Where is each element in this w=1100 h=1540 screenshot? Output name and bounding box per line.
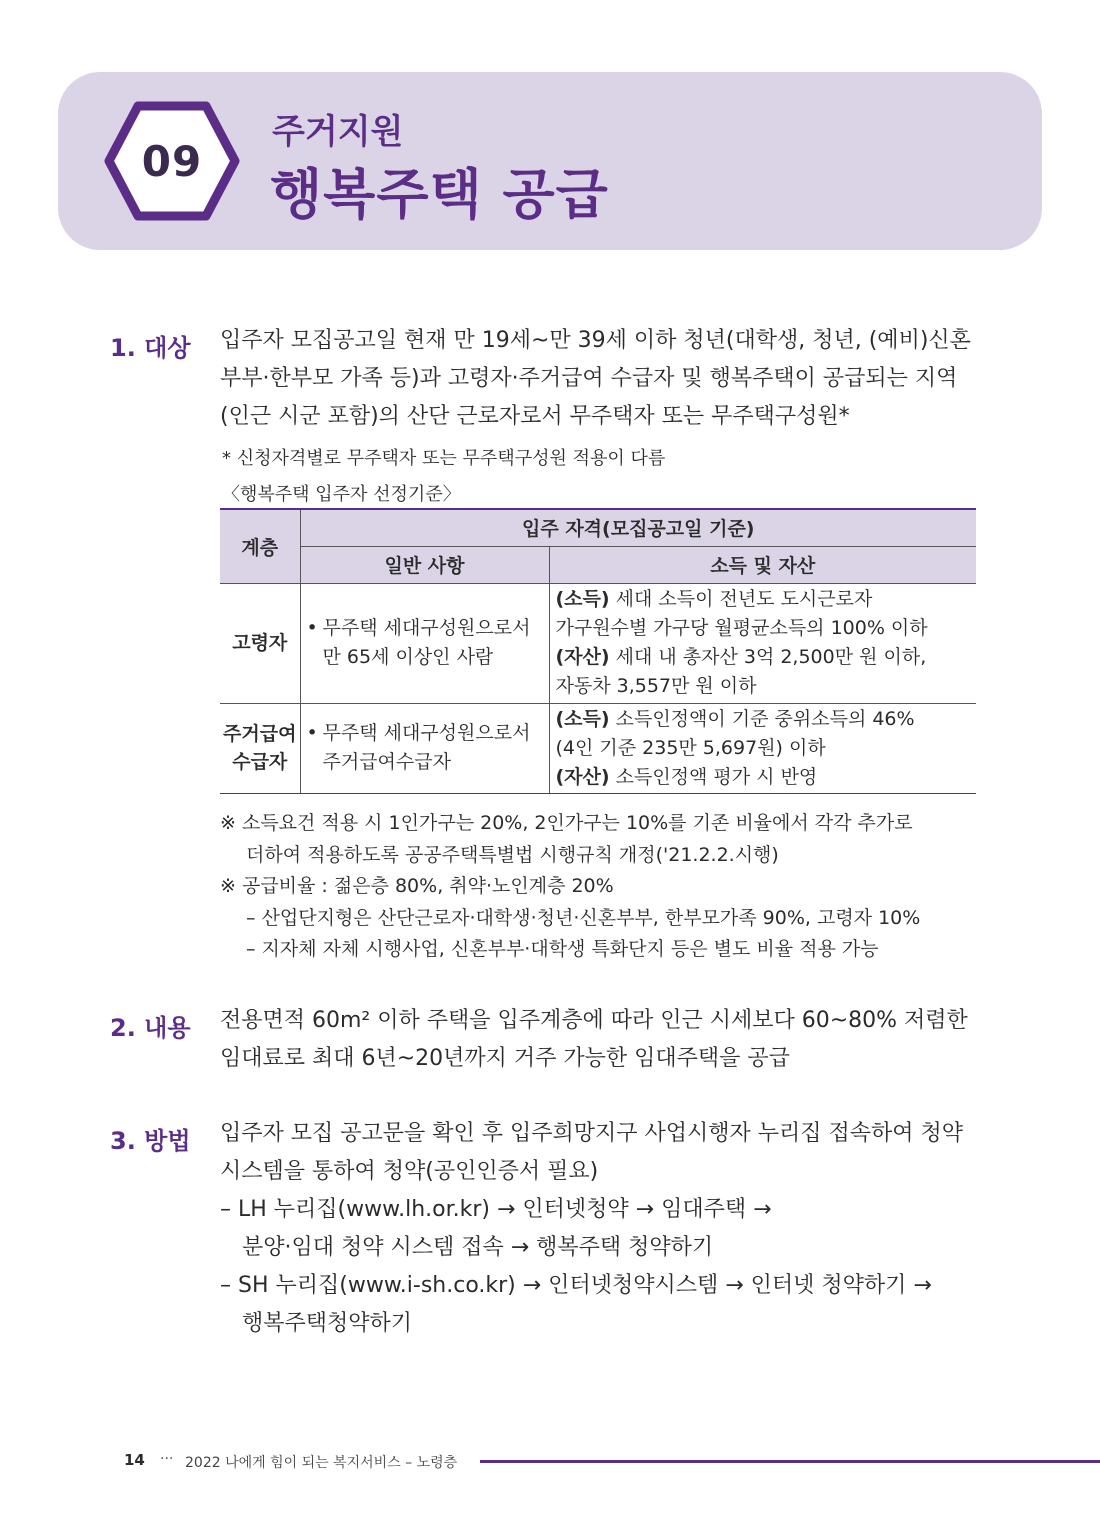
income-text: 자동차 3,557만 원 이하 <box>555 675 757 697</box>
income-text: (4인 기준 235만 5,697원) 이하 <box>555 736 826 759</box>
footer-ellipsis: ··· <box>160 1451 174 1467</box>
table-row <box>220 583 976 703</box>
body-line: – SH 누리집(www.i-sh.co.kr) → 인터넷청약시스템 → 인터넷 청약하기 → <box>220 1273 932 1298</box>
col-header-category: 계층 <box>220 509 300 583</box>
general-line: 주거급여수급자 <box>322 751 451 773</box>
general-line: 만 65세 이상인 사람 <box>322 646 494 668</box>
income-text: 소득인정액이 기준 중위소득의 46% <box>609 707 915 730</box>
footer-rule <box>480 1460 1100 1463</box>
bullet-icon: • <box>306 617 318 639</box>
income-text: 세대 소득이 전년도 도시근로자 <box>609 588 873 610</box>
note-line: 더하여 적용하도록 공공주택특별법 시행규칙 개정('21.2.2.시행) <box>246 843 779 866</box>
section-body-target <box>220 322 980 436</box>
qualification-table <box>220 508 976 794</box>
category-line: 주거급여 <box>223 723 297 745</box>
table-caption: 〈행복주택 입주자 선정기준〉 <box>222 484 461 505</box>
income-tag: (소득) <box>555 588 610 610</box>
body-line: 입주자 모집 공고문을 확인 후 입주희망지구 사업시행자 누리집 접속하여 청약 <box>220 1121 964 1146</box>
table-notes <box>220 808 920 966</box>
page-title: 행복주택 공급 <box>270 163 609 226</box>
row-category <box>220 703 300 793</box>
body-line: 전용면적 60m² 이하 주택을 입주계층에 따라 인근 시세보다 60~80% 저렴한 <box>220 1008 968 1033</box>
category-line: 수급자 <box>232 751 288 773</box>
col-header-income: 소득 및 자산 <box>549 546 976 583</box>
bullet-icon: • <box>306 722 318 744</box>
income-text: 가구원수별 가구당 월평균소득의 100% 이하 <box>555 617 928 639</box>
row-general <box>300 703 549 793</box>
body-line: 시스템을 통하여 청약(공인인증서 필요) <box>220 1159 599 1184</box>
page-number: 14 <box>124 1451 145 1469</box>
general-line: 무주택 세대구성원으로서 <box>322 722 531 744</box>
note-line: ※ 소득요건 적용 시 1인가구는 20%, 2인가구는 10%를 기존 비율에서 각각 추가로 <box>220 812 913 834</box>
income-tag: (자산) <box>555 646 610 668</box>
section-body-content <box>220 1002 980 1078</box>
note-line: – 산업단지형은 산단근로자·대학생·청년·신혼부부, 한부모가족 90%, 고령자 10% <box>246 906 921 929</box>
row-category: 고령자 <box>220 583 300 703</box>
note-line: – 지자체 자체 시행사업, 신혼부부·대학생 특화단지 등은 별도 비율 적용 가능 <box>246 938 879 960</box>
body-line: 입주자 모집공고일 현재 만 19세~만 39세 이하 청년(대학생, 청년, (예비)신혼 <box>220 328 971 353</box>
body-line: – LH 누리집(www.lh.or.kr) → 인터넷청약 → 임대주택 → <box>220 1197 772 1222</box>
row-income <box>549 583 976 703</box>
body-line: 부부·한부모 가족 등)과 고령자·주거급여 수급자 및 행복주택이 공급되는 지역 <box>220 366 958 391</box>
income-tag: (자산) <box>555 765 610 788</box>
body-line: 행복주택청약하기 <box>242 1311 413 1336</box>
body-line: 분양·임대 청약 시스템 접속 → 행복주택 청약하기 <box>242 1235 714 1260</box>
table-row <box>220 703 976 793</box>
section-label-content: 2. 내용 <box>110 1014 191 1042</box>
col-header-general: 일반 사항 <box>300 546 549 583</box>
general-line: 무주택 세대구성원으로서 <box>322 617 531 639</box>
body-line: 임대료로 최대 6년~20년까지 거주 가능한 임대주택을 공급 <box>220 1046 790 1071</box>
footer-publication: 2022 나에게 힘이 되는 복지서비스 – 노령층 <box>185 1455 458 1471</box>
section-label-method: 3. 방법 <box>110 1127 191 1155</box>
income-tag: (소득) <box>555 707 610 730</box>
row-general <box>300 583 549 703</box>
footnote: * 신청자격별로 무주택자 또는 무주택구성원 적용이 다름 <box>222 448 666 469</box>
income-text: 소득인정액 평가 시 반영 <box>609 765 818 788</box>
row-income <box>549 703 976 793</box>
body-line: (인근 시군 포함)의 산단 근로자로서 무주택자 또는 무주택구성원* <box>220 404 850 429</box>
note-line: ※ 공급비율 : 젊은층 80%, 취약·노인계층 20% <box>220 875 614 897</box>
section-label-target: 1. 대상 <box>110 334 191 362</box>
category-title: 주거지원 <box>272 112 404 152</box>
income-text: 세대 내 총자산 3억 2,500만 원 이하, <box>609 646 927 668</box>
section-body-method <box>220 1115 980 1343</box>
section-number: 09 <box>141 136 203 186</box>
col-header-group: 입주 자격(모집공고일 기준) <box>300 509 976 546</box>
